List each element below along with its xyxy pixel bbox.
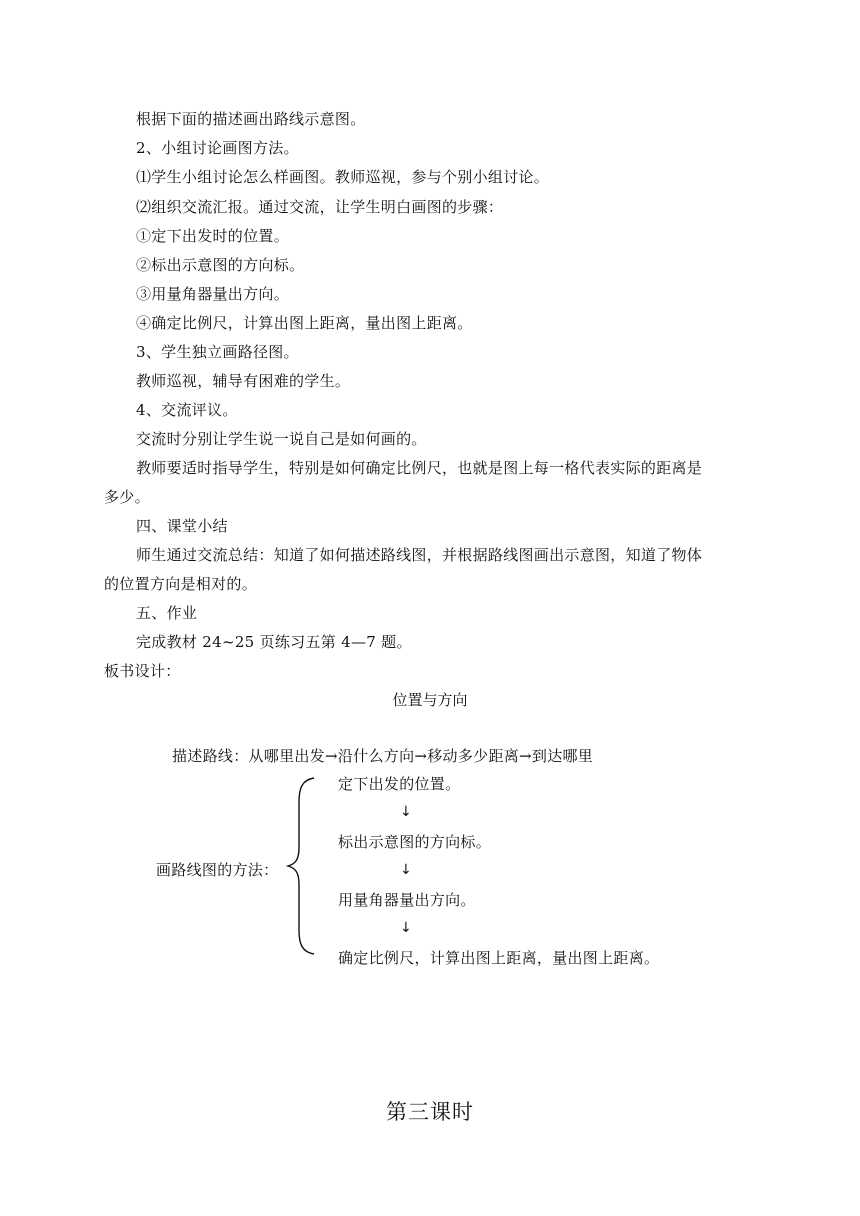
down-arrow-icon: ↓ (400, 920, 412, 936)
method-label: 画路线图的方法： (156, 861, 279, 879)
text-line: ⑴学生小组讨论怎么样画图。教师巡视，参与个别小组讨论。 (136, 168, 550, 186)
text-line: 的位置方向是相对的。 (104, 575, 258, 593)
board-design-label: 板书设计： (104, 662, 181, 680)
next-lesson-title: 第三课时 (386, 1100, 474, 1124)
text-line: ①定下出发时的位置。 (136, 227, 290, 245)
board-title: 位置与方向 (392, 691, 468, 709)
method-step: 定下出发的位置。 (338, 775, 461, 793)
curly-brace (284, 776, 324, 956)
text-line: ②标出示意图的方向标。 (136, 256, 305, 274)
text-line: ④确定比例尺，计算出图上距离，量出图上距离。 (136, 314, 473, 332)
text-line: ⑵组织交流汇报。通过交流，让学生明白画图的步骤： (136, 198, 504, 216)
text-line: 2、小组讨论画图方法。 (136, 139, 299, 157)
text-line: 根据下面的描述画出路线示意图。 (136, 110, 366, 128)
down-arrow-icon: ↓ (400, 804, 412, 820)
text-line: ③用量角器量出方向。 (136, 285, 290, 303)
text-line: 完成教材 24~25 页练习五第 4—7 题。 (136, 633, 412, 651)
text-line: 多少。 (104, 488, 150, 506)
text-line: 3、学生独立画路径图。 (136, 343, 299, 361)
method-step: 用量角器量出方向。 (338, 891, 476, 909)
text-line: 教师要适时指导学生，特别是如何确定比例尺，也就是图上每一格代表实际的距离是 (136, 459, 703, 477)
text-line: 交流时分别让学生说一说自己是如何画的。 (136, 430, 427, 448)
text-line: 师生通过交流总结：知道了如何描述路线图，并根据路线图画出示意图，知道了物体 (136, 546, 703, 564)
text-line: 4、交流评议。 (136, 401, 238, 419)
method-step: 标出示意图的方向标。 (338, 833, 492, 851)
method-step: 确定比例尺，计算出图上距离，量出图上距离。 (338, 949, 660, 967)
section-heading: 五、作业 (136, 604, 198, 622)
text-line: 教师巡视，辅导有困难的学生。 (136, 372, 351, 390)
down-arrow-icon: ↓ (400, 862, 412, 878)
describe-route-line: 描述路线：从哪里出发→沿什么方向→移动多少距离→到达哪里 (172, 747, 594, 765)
section-heading: 四、课堂小结 (136, 517, 228, 535)
